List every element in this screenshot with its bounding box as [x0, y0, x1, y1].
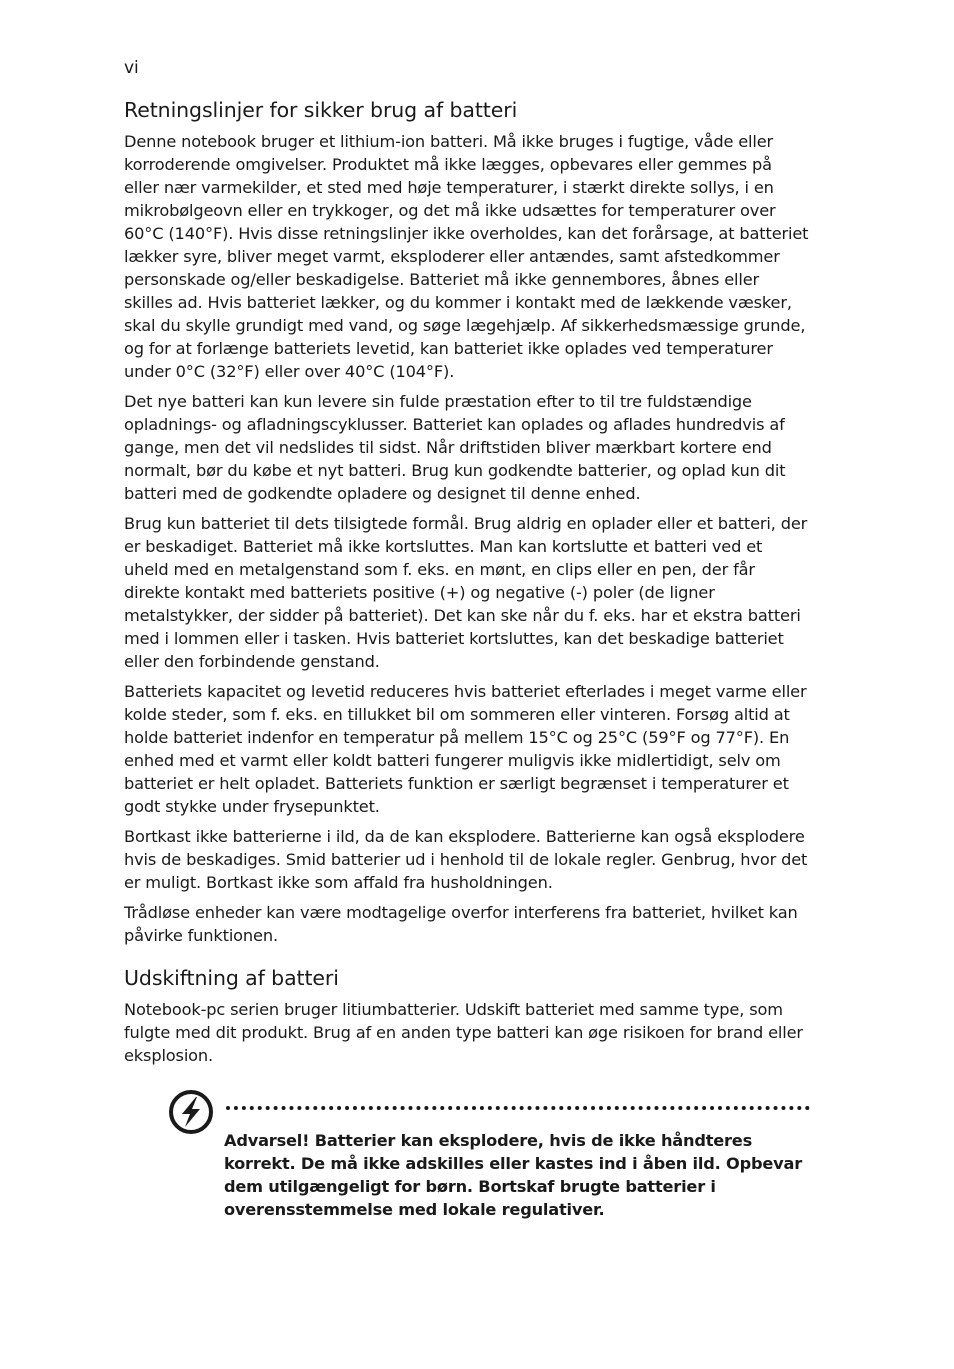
warning-lightning-icon — [168, 1089, 214, 1135]
page-content — [124, 97, 810, 1229]
paragraph-battery-short-circuit: Brug kun batteriet til dets tilsigtede formål. Brug aldrig en oplader eller et batteri, der er beskadiget. Batteriet må ikke kortsluttes. Man kan kortslutte et batteri ved et uheld med en metalgenstand som f. eks. en mønt, en clips eller en pen, der får direkte kontakt med batteriets positive (+) og negative (-) poler (de ligner metalstykker, der sidder på batteriet). Det kan ske når du f. eks. har et ekstra batteri med i lommen eller i tasken. Hvis batteriet kortsluttes, kan det beskadige batteriet eller den forbindende genstand. — [124, 514, 808, 671]
section-heading-battery-safety: Retningslinjer for sikker brug af batteri — [124, 98, 518, 122]
page-number: vi — [124, 58, 139, 78]
paragraph-battery-disposal: Bortkast ikke batterierne i ild, da de kan eksplodere. Batterierne kan også eksplodere hvis de beskadiges. Smid batterier ud i henhold til de lokale regler. Genbrug, hvor det er muligt. Bortkast ikke som affald fra husholdningen. — [124, 827, 808, 892]
paragraph-battery-usage: Denne notebook bruger et lithium-ion batteri. Må ikke bruges i fugtige, våde eller korroderende omgivelser. Produktet må ikke lægges, opbevares eller gemmes på eller nær varmekilder, et sted med høje temperaturer, i stærkt direkte sollys, i en mikrobølgeovn eller en trykkoger, og det må ikke udsættes for temperaturer over 60°C (140°F). Hvis disse retningslinjer ikke overholdes, kan det forårsage, at batteriet lækker syre, bliver meget varmt, eksploderer eller antændes, samt afstedkommer personskade og/eller beskadigelse. Batteriet må ikke gennembores, åbnes eller skilles ad. Hvis batteriet lækker, og du kommer i kontakt med de lækkende væsker, skal du skylle grundigt med vand, og søge lægehjælp. Af sikkerhedsmæssige grunde, og for at forlænge batteriets levetid, kan batteriet ikke oplades ved temperaturer under 0°C (32°F) eller over 40°C (104°F). — [124, 132, 809, 381]
paragraph-battery-temperature: Batteriets kapacitet og levetid reduceres hvis batteriet efterlades i meget varme eller kolde steder, som f. eks. en tillukket bil om sommeren eller vinteren. Forsøg altid at holde batteriet indenfor en temperatur på mellem 15°C og 25°C (59°F og 77°F). En enhed med et varmt eller koldt batteri fungerer muligvis ikke midlertidigt, selv om batteriet er helt opladet. Batteriets funktion er særligt begrænset i temperaturer et godt stykke under frysepunktet. — [124, 682, 807, 816]
paragraph-battery-performance: Det nye batteri kan kun levere sin fulde præstation efter to til tre fuldstændige opladnings- og afladningscyklusser. Batteriet kan oplades og aflades hundredvis af gange, men det vil nedslides til sidst. Når driftstiden bliver mærkbart kortere end normalt, bør du købe et nyt batteri. Brug kun godkendte batterier, og oplad kun dit batteri med de godkendte opladere og designet til denne enhed. — [124, 392, 786, 503]
warning-text: Advarsel! Batterier kan eksplodere, hvis de ikke håndteres korrekt. De må ikke adskilles eller kastes ind i åben ild. Opbevar dem utilgængeligt for børn. Bortskaf brugte batterier i overensstemmelse med lokale regulativer. — [224, 1131, 802, 1219]
paragraph-battery-replacement: Notebook-pc serien bruger litiumbatterier. Udskift batteriet med samme type, som fulgte med dit produkt. Brug af en anden type batteri kan øge risikoen for brand eller eksplosion. — [124, 1000, 803, 1065]
section-heading-battery-replacement: Udskiftning af batteri — [124, 966, 339, 990]
paragraph-wireless-interference: Trådløse enheder kan være modtagelige overfor interferens fra batteriet, hvilket kan påvirke funktionen. — [124, 903, 798, 945]
warning-box — [124, 1089, 810, 1229]
warning-dotted-rule — [226, 1106, 810, 1110]
